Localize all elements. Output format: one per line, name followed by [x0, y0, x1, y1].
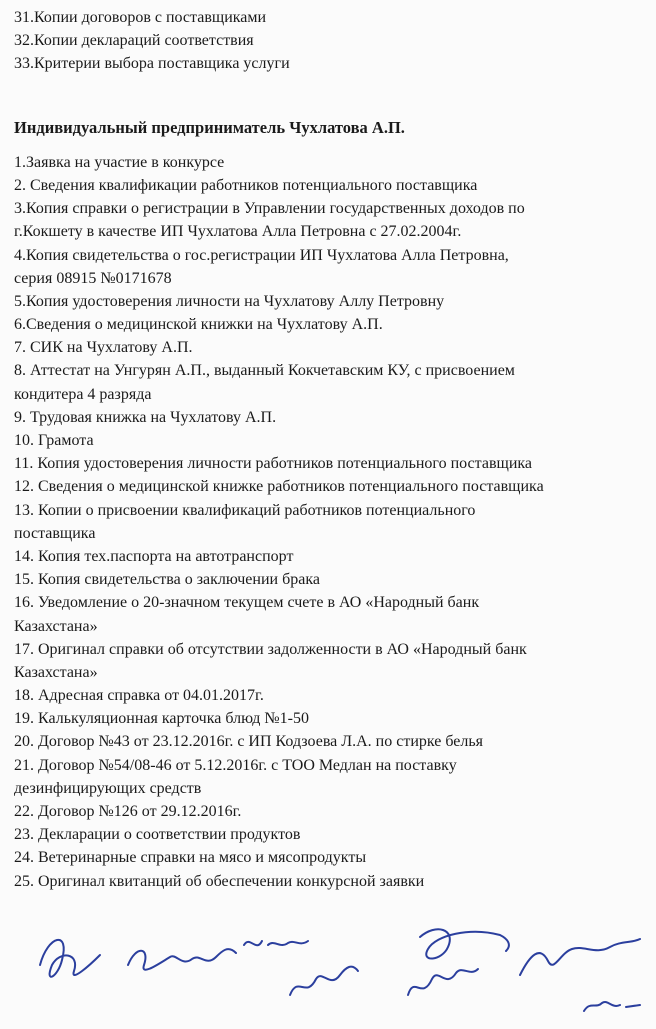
list-item: 21. Договор №54/08-46 от 5.12.2016г. с ТОО Медлан на поставку: [14, 756, 457, 774]
list-item: 18. Адресная справка от 04.01.2017г.: [14, 687, 264, 705]
list-item: поставщика: [14, 524, 96, 542]
list-item: 7. СИК на Чухлатову А.П.: [14, 339, 193, 357]
signature: [290, 967, 358, 995]
list-item: г.Кокшету в качестве ИП Чухлатова Алла Петровна с 27.02.2004г.: [14, 223, 462, 241]
list-item: 24. Ветеринарные справки на мясо и мясопродукты: [14, 849, 367, 867]
list-item: 15. Копия свидетельства о заключении брака: [14, 571, 320, 589]
list-item: серия 08915 №0171678: [14, 269, 172, 287]
list-item: 20. Договор №43 от 23.12.2016г. с ИП Кодзоева Л.А. по стирке белья: [14, 733, 484, 751]
list-item: 14. Копия тех.паспорта на автотранспорт: [14, 547, 294, 565]
signature: [584, 1002, 640, 1011]
list-item: 6.Сведения о медицинской книжки на Чухлатову А.П.: [14, 316, 383, 334]
signature: [40, 940, 100, 977]
list-item: 16. Уведомление о 20-значном текущем счете в АО «Народный банк: [14, 594, 480, 612]
list-item: кондитера 4 разряда: [14, 385, 152, 403]
list-item: 12. Сведения о медицинской книжке работников потенциального поставщика: [14, 478, 544, 496]
list-item: 8. Аттестат на Унгурян А.П., выданный Кокчетавским КУ, с присвоением: [14, 362, 515, 380]
document-page: [14, 6, 650, 893]
list-item: Казахстана»: [14, 617, 98, 635]
list-item: 2. Сведения квалификации работников потенциального поставщика: [14, 176, 478, 194]
list-item: 25. Оригинал квитанций об обеспечении конкурсной заявки: [14, 872, 425, 890]
list-item: 5.Копия удостоверения личности на Чухлатову Аллу Петровну: [14, 292, 445, 310]
list-item: 32.Копии деклараций соответствия: [14, 32, 254, 50]
list-item: 33.Критерии выбора поставщика услуги: [14, 55, 290, 73]
list-item: 22. Договор №126 от 29.12.2016г.: [14, 803, 242, 820]
list-item: 10. Грамота: [14, 432, 94, 449]
list-item: дезинфицирующих средств: [14, 779, 202, 797]
list-item: 4.Копия свидетельства о гос.регистрации ИП Чухлатова Алла Петровна,: [14, 246, 509, 264]
list-item: 23. Декларации о соответствии продуктов: [14, 826, 301, 844]
signature: [520, 939, 640, 975]
document-list: [14, 151, 650, 893]
signature: [128, 949, 236, 970]
signature: [408, 969, 478, 995]
section-heading: Индивидуальный предприниматель Чухлатова А.П.: [14, 117, 405, 137]
signature: [244, 941, 308, 945]
list-item: 3.Копия справки о регистрации в Управлении государственных доходов по: [14, 200, 525, 218]
list-item: 19. Калькуляционная карточка блюд №1-50: [14, 710, 309, 728]
list-item: Казахстана»: [14, 663, 98, 681]
signature: [420, 929, 509, 958]
list-item: 9. Трудовая книжка на Чухлатову А.П.: [14, 408, 277, 426]
list-item: 13. Копии о присвоении квалификаций работников потенциального: [14, 501, 476, 519]
list-item: 11. Копия удостоверения личности работников потенциального поставщика: [14, 455, 533, 473]
list-item: 1.Заявка на участие в конкурсе: [14, 153, 225, 171]
signatures-area: [0, 905, 656, 1024]
list-item: 31.Копии договоров с поставщиками: [14, 9, 267, 26]
list-item: 17. Оригинал справки об отсутствии задолженности в АО «Народный банк: [14, 640, 527, 658]
top-list: [14, 6, 650, 76]
